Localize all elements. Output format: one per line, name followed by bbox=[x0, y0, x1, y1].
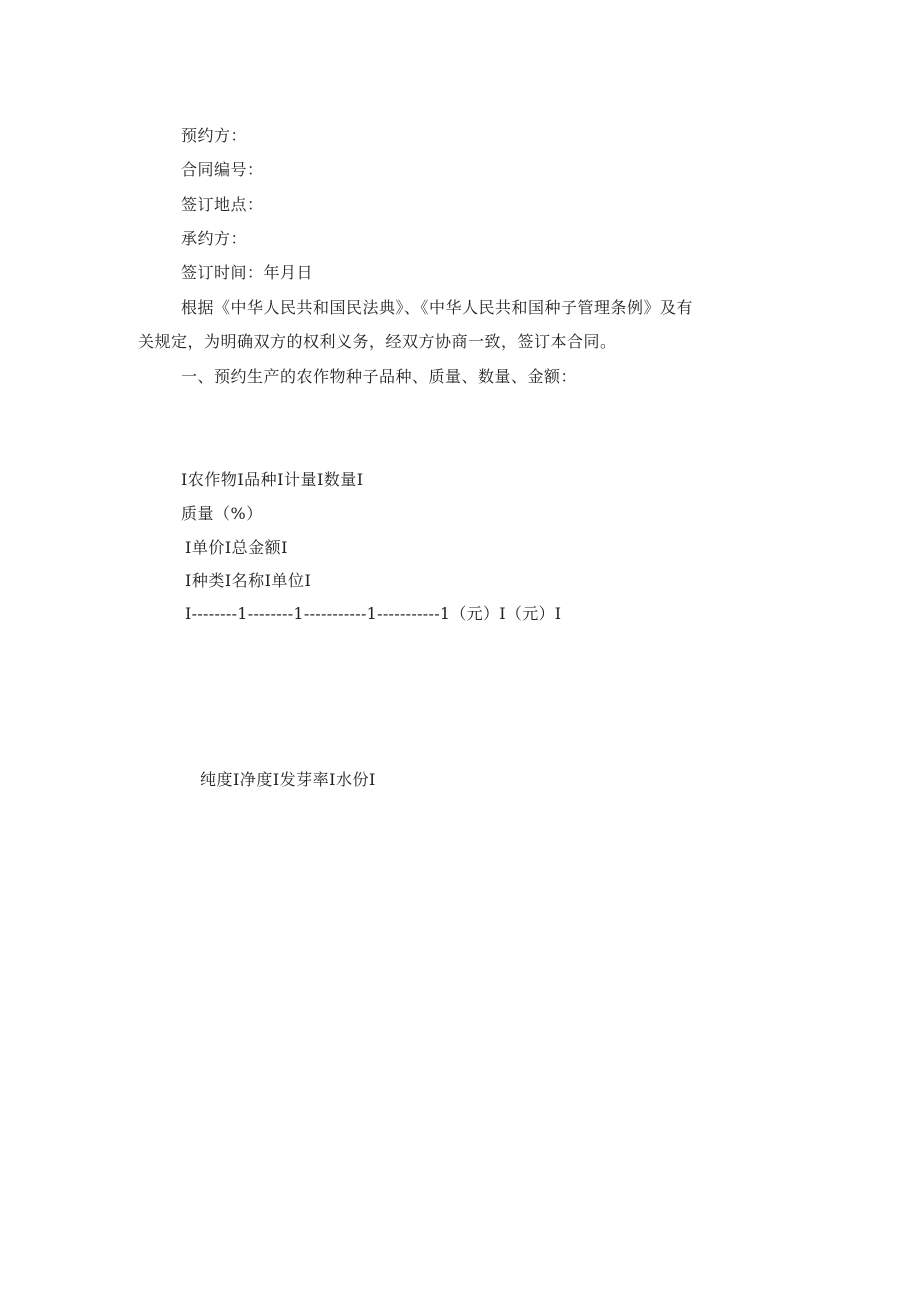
signing-time-label: 签订时间：年月日 bbox=[181, 263, 314, 282]
party-a-label: 预约方： bbox=[181, 126, 248, 145]
preamble-line-2: 关规定，为明确双方的权利义务，经双方协商一致，签订本合同。 bbox=[138, 332, 617, 351]
table-quality-subheader: 纯度I净度I发芽率I水份I bbox=[200, 770, 376, 789]
table-header-row-3: I单价I总金额I bbox=[185, 538, 288, 557]
table-header-quality: 质量（%） bbox=[181, 504, 263, 523]
preamble-line-1: 根据《中华人民共和国民法典》、《中华人民共和国种子管理条例》及有 bbox=[181, 298, 694, 317]
signing-place-label: 签订地点： bbox=[181, 195, 264, 214]
section-1-heading: 一、预约生产的农作物种子品种、质量、数量、金额： bbox=[181, 367, 578, 386]
contract-number-label: 合同编号： bbox=[181, 160, 264, 179]
table-header-row-1: I农作物I品种I计量I数量I bbox=[181, 470, 364, 489]
party-b-label: 承约方： bbox=[181, 229, 248, 248]
table-header-row-4: I种类I名称I单位I bbox=[185, 571, 312, 590]
table-separator-row: I--------1--------1-----------1-----------1（元）I（元）I bbox=[185, 604, 562, 623]
